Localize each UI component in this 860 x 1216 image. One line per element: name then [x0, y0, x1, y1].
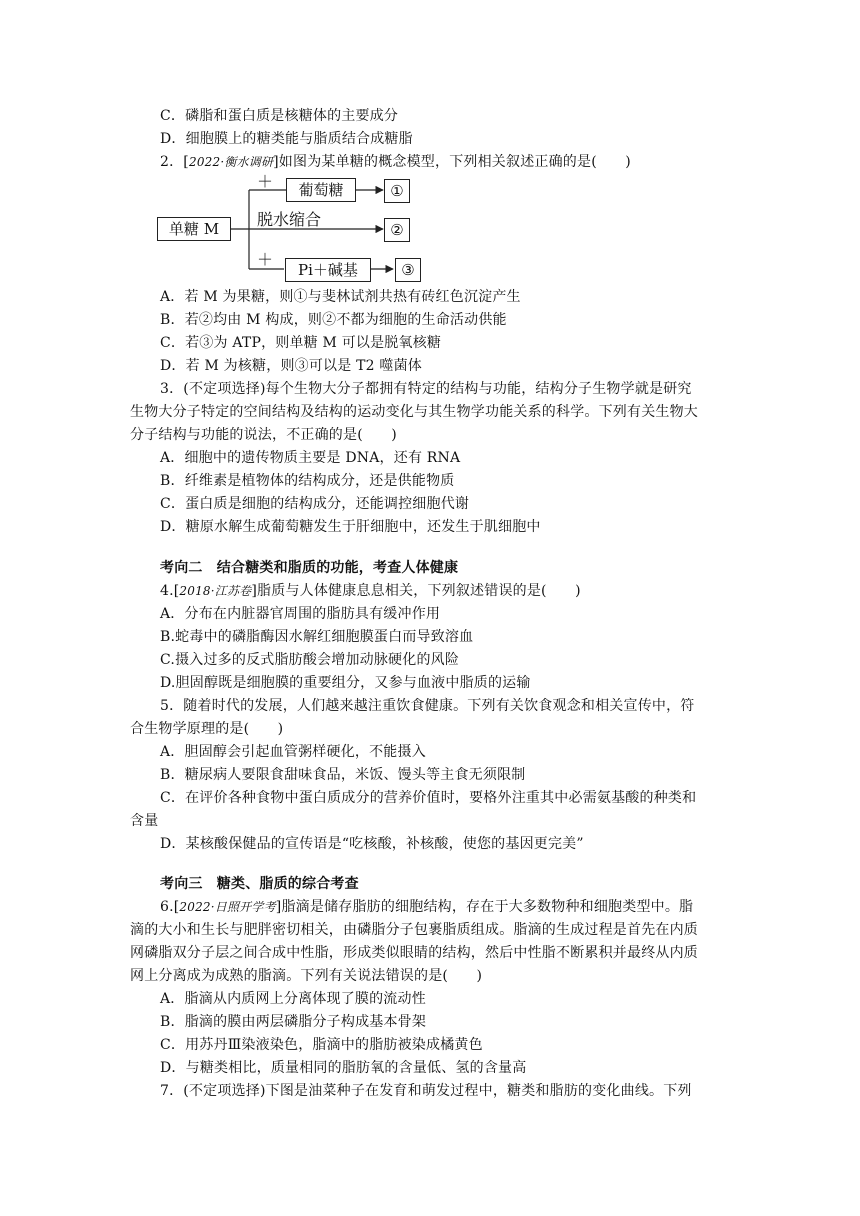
q1-option-d: D．细胞膜上的糖类能与脂质结合成糖脂 [160, 131, 413, 147]
dehydration-label: 脱水缩合 [257, 210, 322, 229]
q6-option-c: C．用苏丹Ⅲ染液染色，脂滴中的脂肪被染成橘黄色 [160, 1037, 483, 1053]
q6-stem-line-1: 6.[2022·日照开学考]脂滴是储存脂肪的细胞结构，存在于大多数物种和细胞类型中。脂 [160, 899, 694, 915]
monosaccharide-concept-diagram [157, 172, 427, 280]
section-2-heading: 考向二 结合糖类和脂质的功能，考查人体健康 [160, 560, 459, 576]
q6-option-d: D．与糖类相比，质量相同的脂肪氧的含量低、氢的含量高 [160, 1060, 527, 1076]
q2-stem: 2．[2022·衡水调研]如图为某单糖的概念模型，下列相关叙述正确的是( ) [160, 154, 631, 170]
plus-bottom: ＋ [257, 250, 274, 269]
q6-stem-line-2: 滴的大小和生长与肥胖密切相关，由磷脂分子包裹脂质组成。脂滴的生成过程是首先在内质 [130, 922, 698, 938]
glucose-box: 葡萄糖 [286, 178, 356, 202]
q4-option-c: C.摄入过多的反式脂肪酸会增加动脉硬化的风险 [160, 652, 460, 668]
output-3-box: ③ [395, 258, 421, 282]
q6-source: 2022·日照开学考 [179, 900, 276, 914]
q4-option-a: A．分布在内脏器官周围的脂肪具有缓冲作用 [160, 606, 441, 622]
q5-option-a: A．胆固醇会引起血管粥样硬化，不能摄入 [160, 744, 426, 760]
q2-option-c: C．若③为 ATP，则单糖 M 可以是脱氧核糖 [160, 335, 442, 351]
q4-source: 2018·江苏卷 [179, 584, 252, 598]
q5-option-c-line-1: C．在评价各种食物中蛋白质成分的营养价值时，要格外注重其中必需氨基酸的种类和 [160, 790, 697, 806]
q4-stem: 4.[2018·江苏卷]脂质与人体健康息息相关，下列叙述错误的是( ) [160, 583, 581, 599]
q4-option-d: D.胆固醇既是细胞膜的重要组分，又参与血液中脂质的运输 [160, 675, 531, 691]
q6-stem-line-4: 网上分离成为成熟的脂滴。下列有关说法错误的是( ) [130, 968, 483, 984]
q6-option-b: B．脂滴的膜由两层磷脂分子构成基本骨架 [160, 1014, 427, 1030]
section-3-heading: 考向三 糖类、脂质的综合考查 [160, 876, 359, 892]
q4-option-b: B.蛇毒中的磷脂酶因水解红细胞膜蛋白而导致溶血 [160, 629, 474, 645]
q6-stem-line-3: 网磷脂双分子层之间合成中性脂，形成类似眼睛的结构，然后中性脂不断累积并最终从内质 [130, 945, 698, 961]
q3-option-b: B．纤维素是植物体的结构成分，还是供能物质 [160, 473, 455, 489]
q2-option-a: A．若 M 为果糖，则①与斐林试剂共热有砖红色沉淀产生 [160, 289, 521, 305]
q5-option-d: D．某核酸保健品的宣传语是“吃核酸，补核酸，使您的基因更完美” [160, 836, 584, 852]
q3-stem-line-3: 分子结构与功能的说法，不正确的是( ) [130, 427, 397, 443]
q5-option-b: B．糖尿病人要限食甜味食品，米饭、馒头等主食无须限制 [160, 767, 526, 783]
output-2-box: ② [384, 218, 410, 242]
q3-stem-line-1: 3．(不定项选择)每个生物大分子都拥有特定的结构与功能，结构分子生物学就是研究 [160, 381, 692, 397]
plus-top: ＋ [257, 172, 274, 191]
q3-option-a: A．细胞中的遗传物质主要是 DNA，还有 RNA [160, 450, 461, 466]
q3-stem-line-2: 生物大分子特定的空间结构及结构的运动变化与其生物学功能关系的科学。下列有关生物大 [130, 404, 698, 420]
q2-option-d: D．若 M 为核糖，则③可以是 T2 噬菌体 [160, 358, 423, 374]
q7-stem-line-1: 7．(不定项选择)下图是油菜种子在发育和萌发过程中，糖类和脂肪的变化曲线。下列 [160, 1083, 692, 1099]
q5-stem-line-2: 合生物学原理的是( ) [130, 721, 284, 737]
q5-option-c-line-2: 含量 [130, 813, 159, 829]
q1-option-c: C．磷脂和蛋白质是核糖体的主要成分 [160, 108, 399, 124]
q2-source: 2022·衡水调研 [188, 155, 274, 169]
q3-option-c: C．蛋白质是细胞的结构成分，还能调控细胞代谢 [160, 496, 470, 512]
pi-base-box: Pi＋碱基 [285, 258, 371, 282]
q3-option-d: D．糖原水解生成葡萄糖发生于肝细胞中，还发生于肌细胞中 [160, 519, 541, 535]
q5-stem-line-1: 5．随着时代的发展，人们越来越注重饮食健康。下列有关饮食观念和相关宣传中，符 [160, 698, 695, 714]
sugar-m-box: 单糖 M [157, 217, 231, 241]
q6-option-a: A．脂滴从内质网上分离体现了膜的流动性 [160, 991, 426, 1007]
q2-option-b: B．若②均由 M 构成，则②不都为细胞的生命活动供能 [160, 312, 507, 328]
output-1-box: ① [384, 179, 410, 203]
